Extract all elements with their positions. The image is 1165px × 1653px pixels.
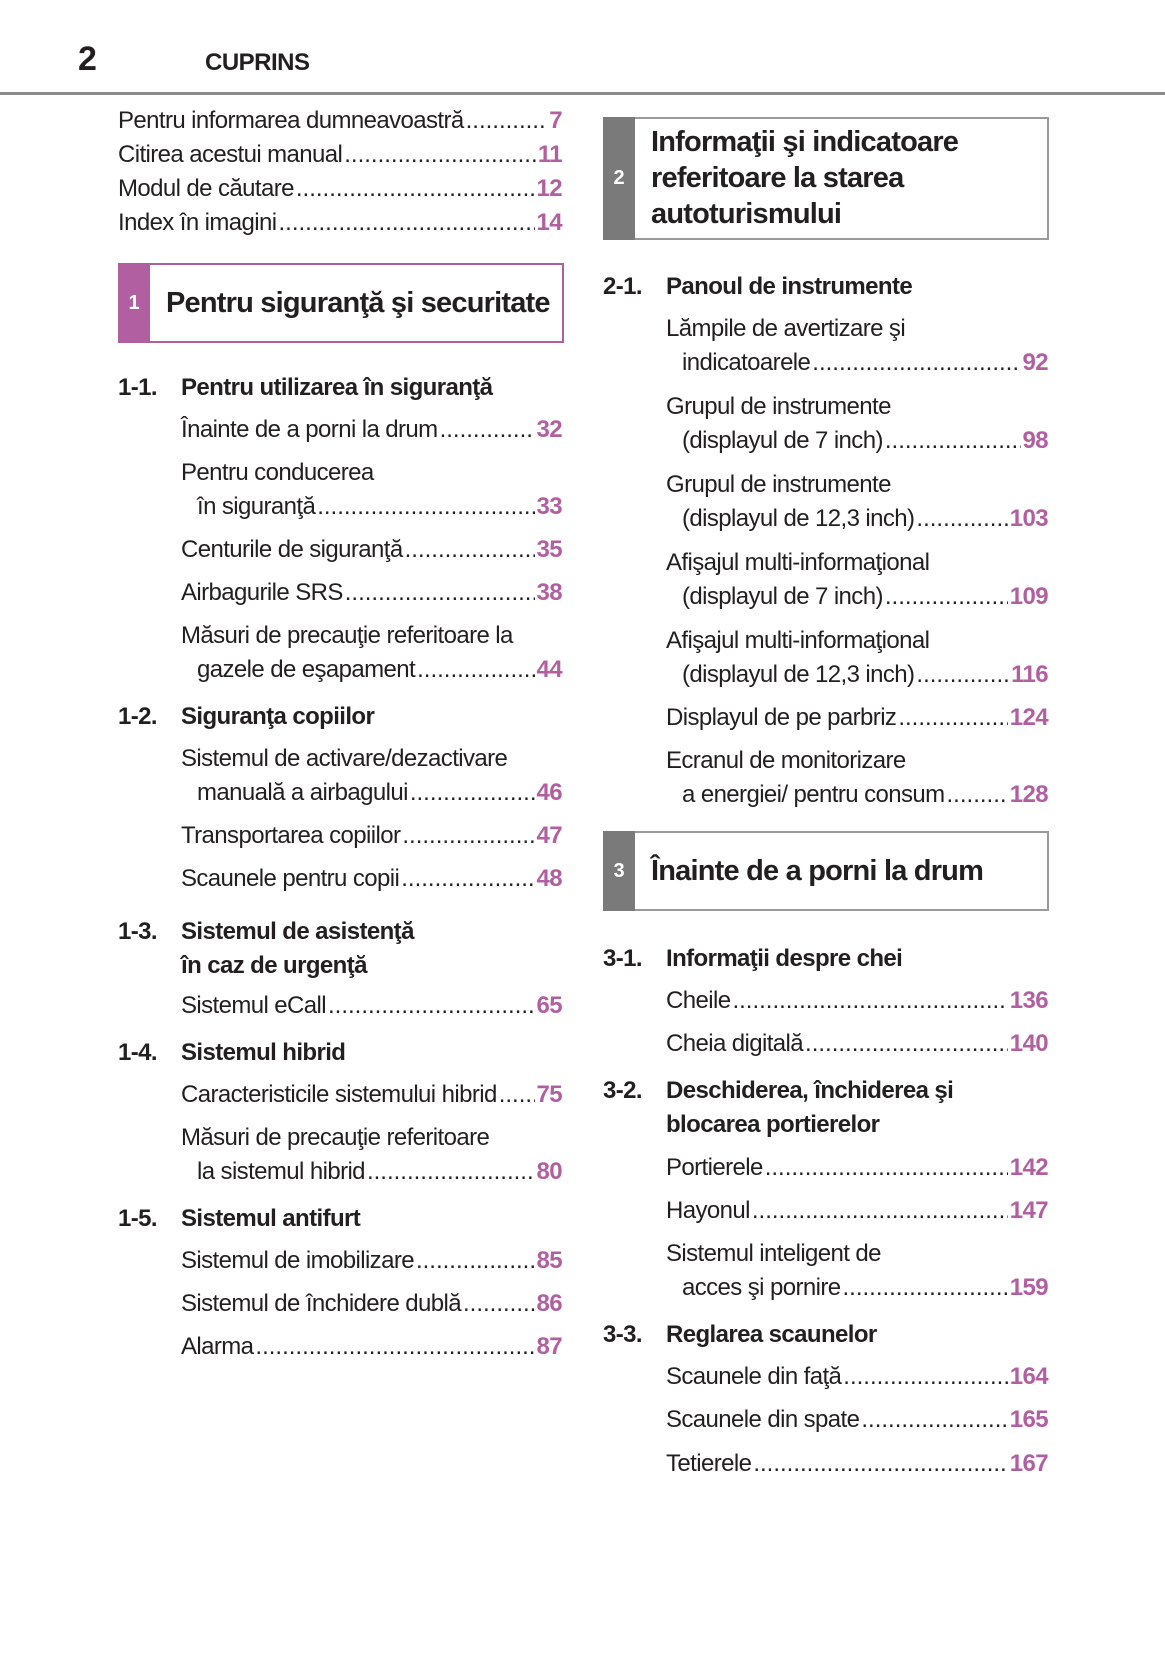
- chapter-title-line: autoturismului: [651, 198, 842, 230]
- toc-entry[interactable]: [682, 505, 1048, 533]
- dot-leader: [296, 175, 535, 203]
- dot-leader: [410, 779, 535, 807]
- toc-entry[interactable]: [197, 656, 562, 684]
- entry-title: manuală a airbagului: [197, 779, 408, 806]
- toc-entry[interactable]: [682, 781, 1048, 809]
- entry-title: indicatoarele: [682, 349, 811, 376]
- page-link[interactable]: 116: [1011, 661, 1048, 688]
- entry-title: Alarma: [181, 1333, 254, 1360]
- dot-leader: [812, 349, 1020, 377]
- dot-leader: [843, 1363, 1007, 1391]
- dot-leader: [752, 1197, 1008, 1225]
- section-title-line: în caz de urgenţă: [181, 952, 367, 979]
- section-title[interactable]: Siguranţa copiilor: [181, 703, 375, 730]
- page-link[interactable]: 128: [1009, 781, 1048, 808]
- entry-title: (displayul de 7 inch): [682, 583, 883, 610]
- toc-entry[interactable]: [197, 779, 562, 807]
- page-link[interactable]: 124: [1009, 704, 1048, 731]
- entry-title: Scaunele din spate: [666, 1406, 860, 1433]
- dot-leader: [345, 579, 535, 607]
- section-title[interactable]: Sistemul antifurt: [181, 1205, 361, 1232]
- dot-leader: [947, 781, 1008, 809]
- page-link[interactable]: 14: [536, 209, 562, 236]
- page-link[interactable]: 98: [1022, 427, 1048, 454]
- chapter-number-tab: 1: [118, 263, 150, 343]
- entry-title: Sistemul de închidere dublă: [181, 1290, 461, 1317]
- toc-entry[interactable]: [197, 1158, 562, 1186]
- section-number: 3-2.: [603, 1077, 642, 1104]
- entry-title-line: Ecranul de monitorizare: [666, 747, 906, 774]
- section-number: 1-3.: [118, 918, 157, 945]
- entry-title: Transportarea copiilor: [181, 822, 401, 849]
- entry-title: (displayul de 12,3 inch): [682, 505, 915, 532]
- page-link[interactable]: 87: [536, 1333, 562, 1360]
- page-link[interactable]: 7: [549, 107, 562, 134]
- toc-entry[interactable]: [181, 416, 562, 444]
- toc-entry[interactable]: [181, 1333, 562, 1361]
- page-link[interactable]: 109: [1009, 583, 1048, 610]
- section-number: 1-1.: [118, 374, 157, 401]
- toc-entry[interactable]: [118, 107, 562, 135]
- entry-title: (displayul de 12,3 inch): [682, 661, 915, 688]
- page-link[interactable]: 164: [1009, 1363, 1048, 1390]
- page-link[interactable]: 165: [1009, 1406, 1048, 1433]
- entry-title-line: Sistemul inteligent de: [666, 1240, 881, 1267]
- section-title-line: blocarea portierelor: [666, 1111, 880, 1138]
- entry-title: Cheile: [666, 987, 731, 1014]
- dot-leader: [732, 987, 1007, 1015]
- toc-entry[interactable]: [118, 209, 562, 237]
- entry-title-line: Sistemul de activare/dezactivare: [181, 745, 508, 772]
- page-link[interactable]: 142: [1009, 1154, 1048, 1181]
- toc-entry[interactable]: [181, 992, 562, 1020]
- page-number: 2: [78, 40, 96, 78]
- page-link[interactable]: 75: [536, 1081, 562, 1108]
- dot-leader: [402, 822, 534, 850]
- page-link[interactable]: 46: [536, 779, 562, 806]
- dot-leader: [466, 107, 548, 135]
- section-number: 3-3.: [603, 1321, 642, 1348]
- entry-title: Scaunele pentru copii: [181, 865, 400, 892]
- dot-leader: [885, 583, 1008, 611]
- entry-title: Index în imagini: [118, 209, 277, 236]
- page-link[interactable]: 33: [536, 493, 562, 520]
- page-link[interactable]: 167: [1009, 1450, 1048, 1477]
- section-title[interactable]: Deschiderea, închiderea şi: [666, 1077, 954, 1104]
- entry-title: acces şi pornire: [682, 1274, 841, 1301]
- page-link[interactable]: 35: [536, 536, 562, 563]
- entry-title: Sistemul de imobilizare: [181, 1247, 414, 1274]
- entry-title: Displayul de pe parbriz: [666, 704, 897, 731]
- dot-leader: [499, 1081, 535, 1109]
- entry-title-line: Grupul de instrumente: [666, 393, 891, 420]
- dot-leader: [317, 493, 534, 521]
- entry-title: la sistemul hibrid: [197, 1158, 365, 1185]
- toc-entry[interactable]: [682, 661, 1048, 689]
- page-link[interactable]: 47: [536, 822, 562, 849]
- dot-leader: [440, 416, 535, 444]
- entry-title: Scaunele din faţă: [666, 1363, 842, 1390]
- toc-entry[interactable]: [682, 427, 1048, 455]
- chapter-title: Înainte de a porni la drum: [651, 855, 984, 887]
- toc-entry[interactable]: [181, 536, 562, 564]
- toc-entry[interactable]: [682, 1274, 1048, 1302]
- page-link[interactable]: 140: [1009, 1030, 1048, 1057]
- toc-entry[interactable]: [682, 349, 1048, 377]
- page-link[interactable]: 92: [1022, 349, 1048, 376]
- section-title[interactable]: Pentru utilizarea în siguranţă: [181, 374, 493, 401]
- page-link[interactable]: 32: [536, 416, 562, 443]
- toc-entry[interactable]: [666, 1450, 1048, 1478]
- toc-entry[interactable]: [197, 493, 562, 521]
- dot-leader: [463, 1290, 535, 1318]
- toc-entry[interactable]: [666, 1030, 1048, 1058]
- dot-leader: [805, 1030, 1008, 1058]
- page-link[interactable]: 44: [536, 656, 562, 683]
- chapter-2-header[interactable]: [603, 117, 1049, 240]
- dot-leader: [898, 704, 1007, 732]
- page-link[interactable]: 86: [536, 1290, 562, 1317]
- section-number: 1-5.: [118, 1205, 157, 1232]
- chapter-number-tab: 2: [603, 117, 635, 240]
- dot-leader: [328, 992, 535, 1020]
- dot-leader: [753, 1450, 1007, 1478]
- dot-leader: [416, 1247, 535, 1275]
- dot-leader: [916, 505, 1007, 533]
- toc-entry[interactable]: [181, 1290, 562, 1318]
- page-link[interactable]: 159: [1009, 1274, 1048, 1301]
- toc-entry[interactable]: [181, 865, 562, 893]
- entry-title: Tetierele: [666, 1450, 752, 1477]
- chapter-title: Informaţii şi indicatoare: [651, 126, 959, 158]
- toc-entry[interactable]: [118, 175, 562, 203]
- page-link[interactable]: 12: [536, 175, 562, 202]
- dot-leader: [405, 536, 535, 564]
- toc-entry[interactable]: [666, 1154, 1048, 1182]
- entry-title-line: Lămpile de avertizare şi: [666, 315, 906, 342]
- entry-title: Citirea acestui manual: [118, 141, 343, 168]
- entry-title-line: Măsuri de precauţie referitoare la: [181, 622, 513, 649]
- toc-entry[interactable]: [666, 1406, 1048, 1434]
- dot-leader: [279, 209, 535, 237]
- toc-entry[interactable]: [682, 583, 1048, 611]
- entry-title-line: Afişajul multi-informaţional: [666, 549, 930, 576]
- dot-leader: [344, 141, 536, 169]
- page-link[interactable]: 48: [536, 865, 562, 892]
- toc-entry[interactable]: [181, 1247, 562, 1275]
- entry-title-line: Afişajul multi-informaţional: [666, 627, 930, 654]
- entry-title: Hayonul: [666, 1197, 750, 1224]
- page-link[interactable]: 147: [1009, 1197, 1048, 1224]
- toc-entry[interactable]: [118, 141, 562, 169]
- entry-title: Înainte de a porni la drum: [181, 416, 438, 443]
- section-number: 3-1.: [603, 945, 642, 972]
- page-link[interactable]: 11: [537, 141, 562, 168]
- toc-entry[interactable]: [181, 1081, 562, 1109]
- entry-title: Pentru informarea dumneavoastră: [118, 107, 464, 134]
- dot-leader: [916, 661, 1009, 689]
- section-number: 1-2.: [118, 703, 157, 730]
- entry-title: Airbagurile SRS: [181, 579, 343, 606]
- chapter-3-header[interactable]: [603, 831, 1049, 911]
- section-number: 2-1.: [603, 273, 642, 300]
- toc-entry[interactable]: [666, 987, 1048, 1015]
- dot-leader: [367, 1158, 535, 1186]
- section-title[interactable]: Sistemul hibrid: [181, 1039, 346, 1066]
- entry-title-line: Măsuri de precauţie referitoare: [181, 1124, 490, 1151]
- section-title[interactable]: Sistemul de asistenţă: [181, 918, 414, 945]
- header-title: CUPRINS: [205, 49, 310, 76]
- page-link[interactable]: 85: [536, 1247, 562, 1274]
- entry-title: (displayul de 7 inch): [682, 427, 883, 454]
- toc-entry[interactable]: [666, 1363, 1048, 1391]
- dot-leader: [842, 1274, 1007, 1302]
- toc-entry[interactable]: [181, 579, 562, 607]
- entry-title-line: Grupul de instrumente: [666, 471, 891, 498]
- dot-leader: [401, 865, 534, 893]
- entry-title: gazele de eşapament: [197, 656, 416, 683]
- toc-entry[interactable]: [181, 822, 562, 850]
- toc-entry[interactable]: [666, 1197, 1048, 1225]
- dot-leader: [861, 1406, 1007, 1434]
- section-title[interactable]: Panoul de instrumente: [666, 273, 913, 300]
- entry-title: a energiei/ pentru consum: [682, 781, 945, 808]
- entry-title: Caracteristicile sistemului hibrid: [181, 1081, 497, 1108]
- section-number: 1-4.: [118, 1039, 157, 1066]
- page-link[interactable]: 103: [1009, 505, 1048, 532]
- toc-entry[interactable]: [666, 704, 1048, 732]
- page-link[interactable]: 80: [536, 1158, 562, 1185]
- page-link[interactable]: 65: [536, 992, 562, 1019]
- entry-title-line: Pentru conducerea: [181, 459, 374, 486]
- page-link[interactable]: 136: [1009, 987, 1048, 1014]
- dot-leader: [417, 656, 534, 684]
- dot-leader: [765, 1154, 1008, 1182]
- entry-title: în siguranţă: [197, 493, 316, 520]
- entry-title: Centurile de siguranţă: [181, 536, 403, 563]
- chapter-number-tab: 3: [603, 831, 635, 911]
- page-header: [0, 0, 1165, 96]
- section-title[interactable]: Informaţii despre chei: [666, 945, 903, 972]
- header-divider: [0, 92, 1165, 95]
- dot-leader: [885, 427, 1021, 455]
- chapter-title-line: referitoare la starea: [651, 162, 904, 194]
- dot-leader: [255, 1333, 534, 1361]
- entry-title: Modul de căutare: [118, 175, 294, 202]
- section-title[interactable]: Reglarea scaunelor: [666, 1321, 877, 1348]
- chapter-title: Pentru siguranţă şi securitate: [166, 287, 550, 319]
- entry-title: Portierele: [666, 1154, 763, 1181]
- entry-title: Sistemul eCall: [181, 992, 326, 1019]
- entry-title: Cheia digitală: [666, 1030, 804, 1057]
- page-link[interactable]: 38: [536, 579, 562, 606]
- chapter-1-header[interactable]: [118, 263, 564, 343]
